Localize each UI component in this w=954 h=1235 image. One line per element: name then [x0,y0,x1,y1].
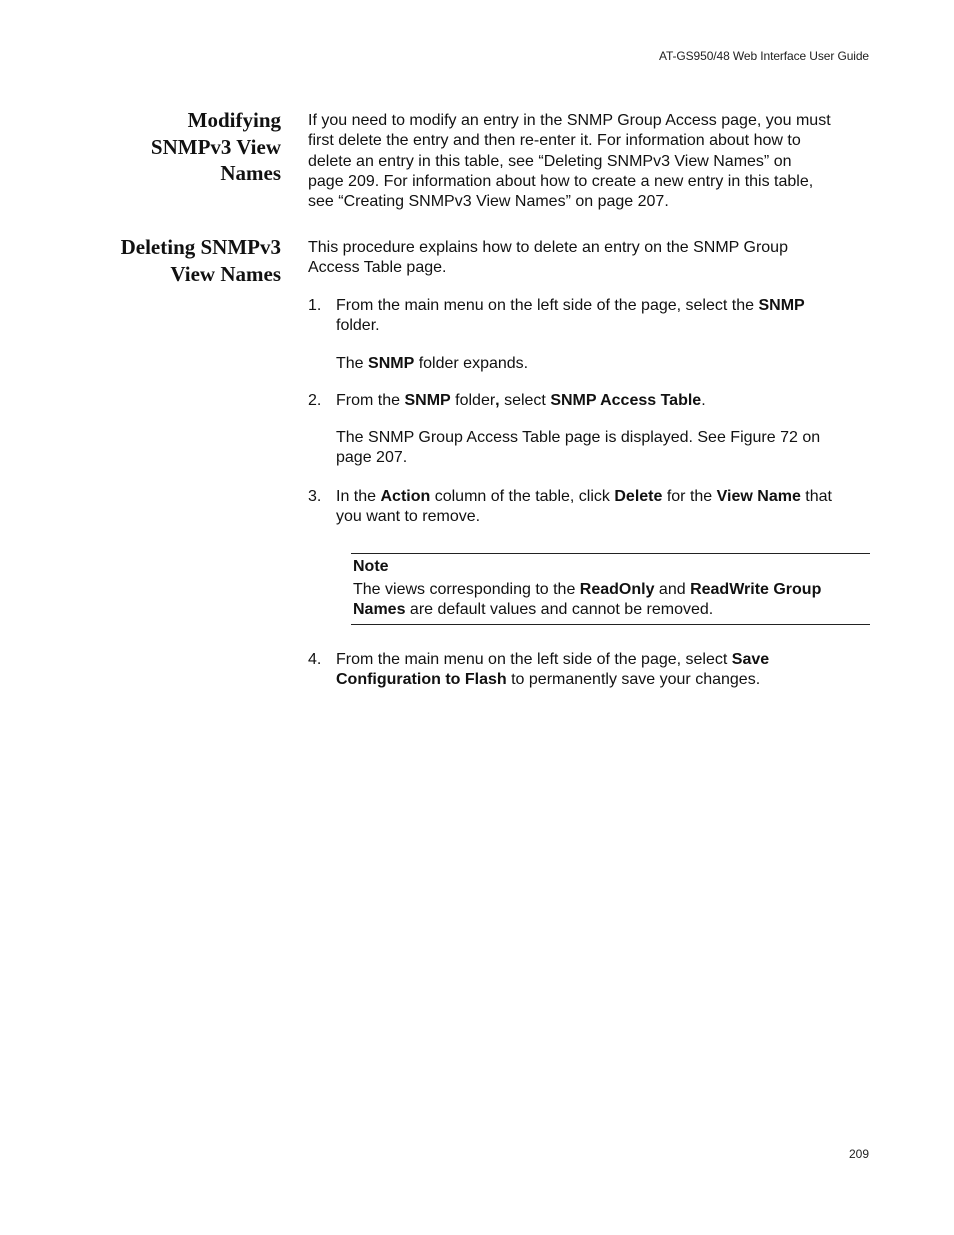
text-run: . [701,392,706,409]
text-run: The [336,355,369,372]
section-heading-modifying [60,107,281,187]
text-line: page 207. [336,449,408,467]
bold-term: ReadOnly [579,581,655,598]
bold-term: Delete [614,488,663,505]
text-run: to permanently save your changes. [506,671,761,689]
text-line: first delete the entry and then re-enter it. For information about how to [308,132,801,150]
text-line: see “Creating SNMPv3 View Names” on page 207. [308,193,669,211]
note-box [351,553,870,625]
text-run: From the main menu on the left side of the page, select the [336,297,759,314]
text-run: are default values and cannot be removed. [405,601,714,619]
note-text [353,580,868,621]
text-line [336,487,870,507]
heading-line: SNMPv3 View [150,134,281,159]
bold-term: Names [353,601,406,619]
text-line: If you need to modify an entry in the SNMP Group Access page, you must [308,112,831,129]
text-run: From the main menu on the left side of the page, select [336,651,732,668]
text-line: This procedure explains how to delete an entry on the SNMP Group [308,239,788,256]
heading-line: View Names [170,261,281,286]
text-line [336,296,870,316]
text-run: and [654,581,691,598]
step-1-result [336,354,870,374]
text-run: folder expands. [414,355,529,372]
step-number: 2. [308,392,322,409]
text-line: Access Table page. [308,259,447,277]
modify-paragraph [308,111,870,212]
text-line: The SNMP Group Access Table page is displayed. See Figure 72 on [336,429,821,446]
text-run: folder [450,392,496,409]
text-line: delete an entry in this table, see “Deleting SNMPv3 View Names” on [308,152,792,170]
bold-term: Configuration to Flash [336,671,507,689]
bold-term: SNMP Access Table [550,392,702,409]
step-number: 3. [308,488,322,505]
heading-line: Deleting SNMPv3 [120,235,281,259]
step-number: 1. [308,297,322,314]
step-number: 4. [308,651,322,668]
step-text [336,391,870,411]
text-run: that [800,488,832,505]
text-line: folder. [336,317,380,335]
text-run: select [499,392,551,409]
bold-term: View Name [716,488,801,505]
delete-intro-paragraph [308,238,870,279]
section-heading-deleting [60,234,281,287]
heading-line: Names [220,161,281,185]
bold-term: SNMP [758,297,805,314]
bold-term: , [495,392,500,409]
step-2-result [336,428,870,469]
text-run: for the [662,488,717,505]
text-run: column of the table, click [430,488,615,505]
step-text [336,487,870,528]
step-text [336,296,870,337]
text-line [336,670,870,690]
bold-term: ReadWrite Group [690,581,822,598]
text-run: From the [336,392,405,409]
note-title: Note [353,558,389,575]
bold-term: Action [380,488,431,505]
text-line [353,600,868,620]
text-line: you want to remove. [336,508,481,526]
heading-line: Modifying [187,108,281,132]
text-run: The views corresponding to the [353,581,580,598]
bold-term: Save [731,651,770,668]
bold-term: SNMP [368,355,415,372]
step-text [336,650,870,691]
text-line: page 209. For information about how to create a new entry in this table, [308,172,814,190]
text-line [336,650,870,670]
running-header: AT-GS950/48 Web Interface User Guide [658,49,869,63]
page-number: 209 [848,1147,869,1161]
text-run: In the [336,488,381,505]
text-line [353,580,868,600]
bold-term: SNMP [404,392,451,409]
